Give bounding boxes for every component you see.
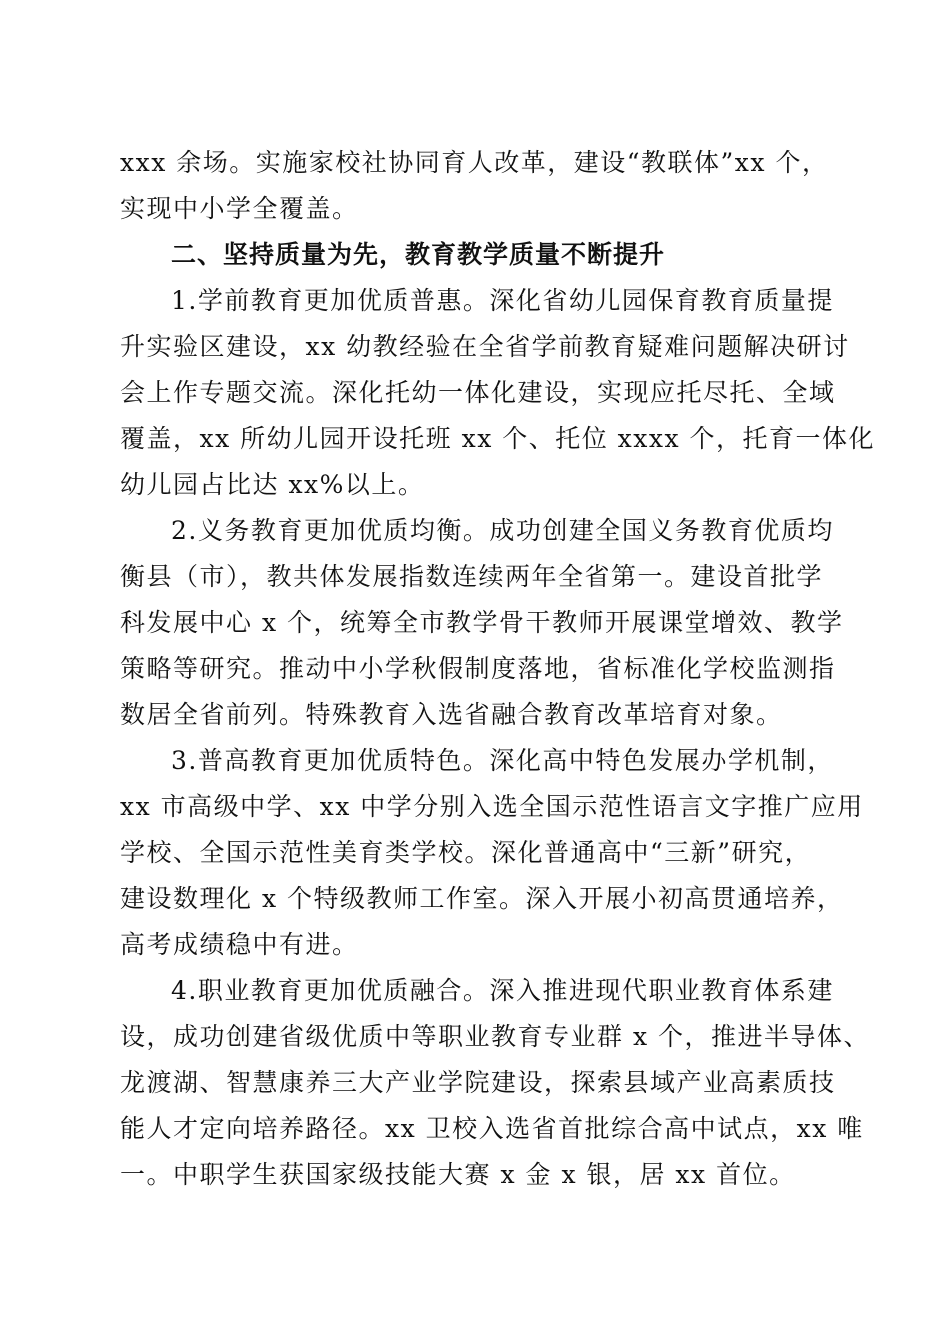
text-line: 3.普高教育更加优质特色。深化高中特色发展办学机制， <box>171 746 834 775</box>
text-line: 1.学前教育更加优质普惠。深化省幼儿园保育教育质量提 <box>171 286 834 315</box>
section-heading: 二、坚持质量为先，教育教学质量不断提升 <box>171 240 666 269</box>
text-line: 实现中小学全覆盖。 <box>120 194 359 223</box>
text-line: 2.义务教育更加优质均衡。成功创建全国义务教育优质均 <box>171 516 834 545</box>
text-line: 建设数理化 x 个特级教师工作室。深入开展小初高贯通培养， <box>120 884 844 913</box>
text-line: 会上作专题交流。深化托幼一体化建设，实现应托尽托、全域 <box>120 378 836 407</box>
text-line: 覆盖，xx 所幼儿园开设托班 xx 个、托位 xxxx 个，托育一体化 <box>120 424 876 453</box>
text-line: xxx 余场。实施家校社协同育人改革，建设“教联体”xx 个， <box>120 148 829 177</box>
text-line: 4.职业教育更加优质融合。深入推进现代职业教育体系建 <box>171 976 834 1005</box>
text-line: 数居全省前列。特殊教育入选省融合教育改革培育对象。 <box>120 700 783 729</box>
text-line: 科发展中心 x 个，统筹全市教学骨干教师开展课堂增效、教学 <box>120 608 844 637</box>
text-line: 幼儿园占比达 xx%以上。 <box>120 470 425 499</box>
text-line: 升实验区建设，xx 幼教经验在全省学前教育疑难问题解决研讨 <box>120 332 850 361</box>
text-line: 学校、全国示范性美育类学校。深化普通高中“三新”研究， <box>120 838 812 867</box>
text-line: 衡县（市），教共体发展指数连续两年全省第一。建设首批学 <box>120 562 824 591</box>
text-line: 龙渡湖、智慧康养三大产业学院建设，探索县域产业高素质技 <box>120 1068 836 1097</box>
text-line: 一。中职学生获国家级技能大赛 x 金 x 银，居 xx 首位。 <box>120 1160 796 1189</box>
text-line: xx 市高级中学、xx 中学分别入选全国示范性语言文字推广应用 <box>120 792 864 821</box>
text-line: 策略等研究。推动中小学秋假制度落地，省标准化学校监测指 <box>120 654 836 683</box>
text-line: 高考成绩稳中有进。 <box>120 930 359 959</box>
text-line: 设，成功创建省级优质中等职业教育专业群 x 个，推进半导体、 <box>120 1022 870 1051</box>
text-line: 能人才定向培养路径。xx 卫校入选省首批综合高中试点，xx 唯 <box>120 1114 864 1143</box>
